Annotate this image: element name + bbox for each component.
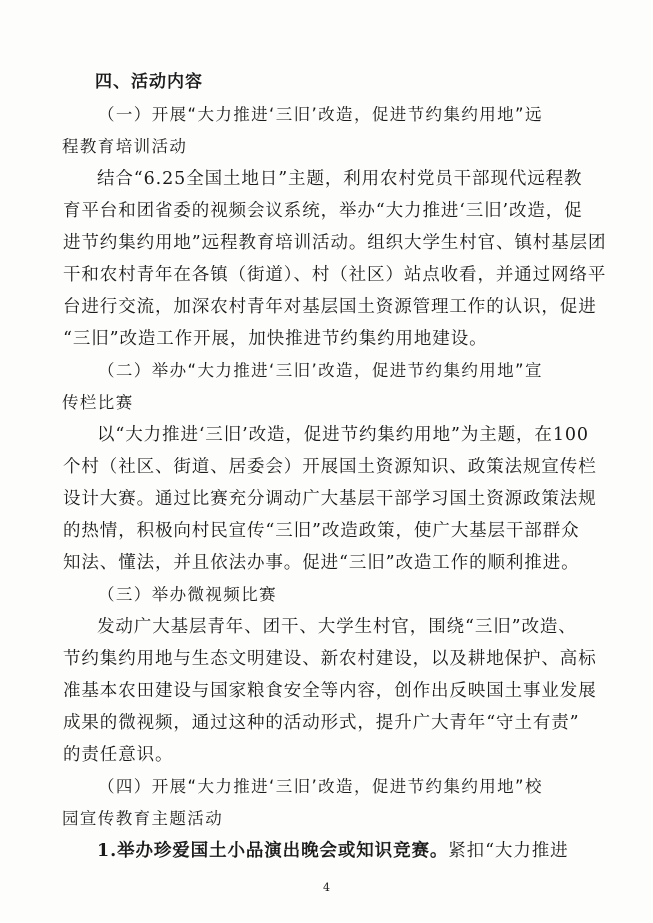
paragraph-line: 设计大赛。通过比赛充分调动广大基层干部学习国土资源政策法规 bbox=[63, 489, 597, 509]
subsection-4-title-line-2: 园宣传教育主题活动 bbox=[62, 809, 224, 828]
subsection-3-title: （三）举办微视频比赛 bbox=[98, 585, 277, 604]
paragraph-line: 成果的微视频，通过这种的活动形式，提升广大青年“守土有责” bbox=[63, 713, 580, 733]
paragraph-line: 知法、懂法，并且依法办事。促进“三旧”改造工作的顺利推进。 bbox=[63, 553, 580, 573]
paragraph-line: 结合“6.25全国土地日”主题，利用农村党员干部现代远程教 bbox=[97, 169, 583, 189]
paragraph-line: 进节约集约用地”远程教育培训活动。组织大学生村官、镇村基层团 bbox=[63, 233, 607, 253]
paragraph-line: 发动广大基层青年、团干、大学生村官，围绕“三旧”改造、 bbox=[97, 617, 577, 637]
subsection-2-title-line-2: 传栏比赛 bbox=[62, 393, 134, 412]
page-number: 4 bbox=[323, 881, 330, 894]
paragraph-line: 的责任意识。 bbox=[63, 745, 174, 765]
numbered-item-1-heading: 1.举办珍爱国土小品演出晚会或知识竞赛。 bbox=[97, 841, 449, 861]
numbered-item-1 bbox=[97, 839, 569, 863]
subsection-1-title-line-1: （一）开展“大力推进‘三旧’改造，促进节约集约用地”远 bbox=[98, 105, 543, 124]
subsection-1-title-line-2: 程教育培训活动 bbox=[62, 137, 188, 156]
subsection-2-title-line-1: （二）举办“大力推进‘三旧’改造，促进节约集约用地”宣 bbox=[98, 361, 543, 380]
paragraph-line: 节约集约用地与生态文明建设、新农村建设，以及耕地保护、高标 bbox=[63, 649, 597, 669]
section-heading: 四、活动内容 bbox=[95, 72, 203, 92]
paragraph-line: 以“大力推进‘三旧’改造，促进节约集约用地”为主题，在100 bbox=[97, 425, 589, 445]
paragraph-line: 干和农村青年在各镇（街道）、村（社区）站点收看，并通过网络平 bbox=[63, 265, 607, 285]
numbered-item-1-text: 紧扣“大力推进 bbox=[448, 841, 569, 861]
paragraph-line: “三旧”改造工作开展，加快推进节约集约用地建设。 bbox=[63, 329, 488, 349]
subsection-4-title-line-1: （四）开展“大力推进‘三旧’改造，促进节约集约用地”校 bbox=[98, 777, 543, 796]
paragraph-line: 准基本农田建设与国家粮食安全等内容，创作出反映国土事业发展 bbox=[63, 681, 597, 701]
paragraph-line: 台进行交流，加深农村青年对基层国土资源管理工作的认识，促进 bbox=[63, 297, 597, 317]
paragraph-line: 个村（社区、街道、居委会）开展国土资源知识、政策法规宣传栏 bbox=[63, 457, 597, 477]
paragraph-line: 育平台和团省委的视频会议系统，举办“大力推进‘三旧’改造，促 bbox=[63, 201, 583, 221]
paragraph-line: 的热情，积极向村民宣传“三旧”改造政策，使广大基层干部群众 bbox=[63, 521, 580, 541]
